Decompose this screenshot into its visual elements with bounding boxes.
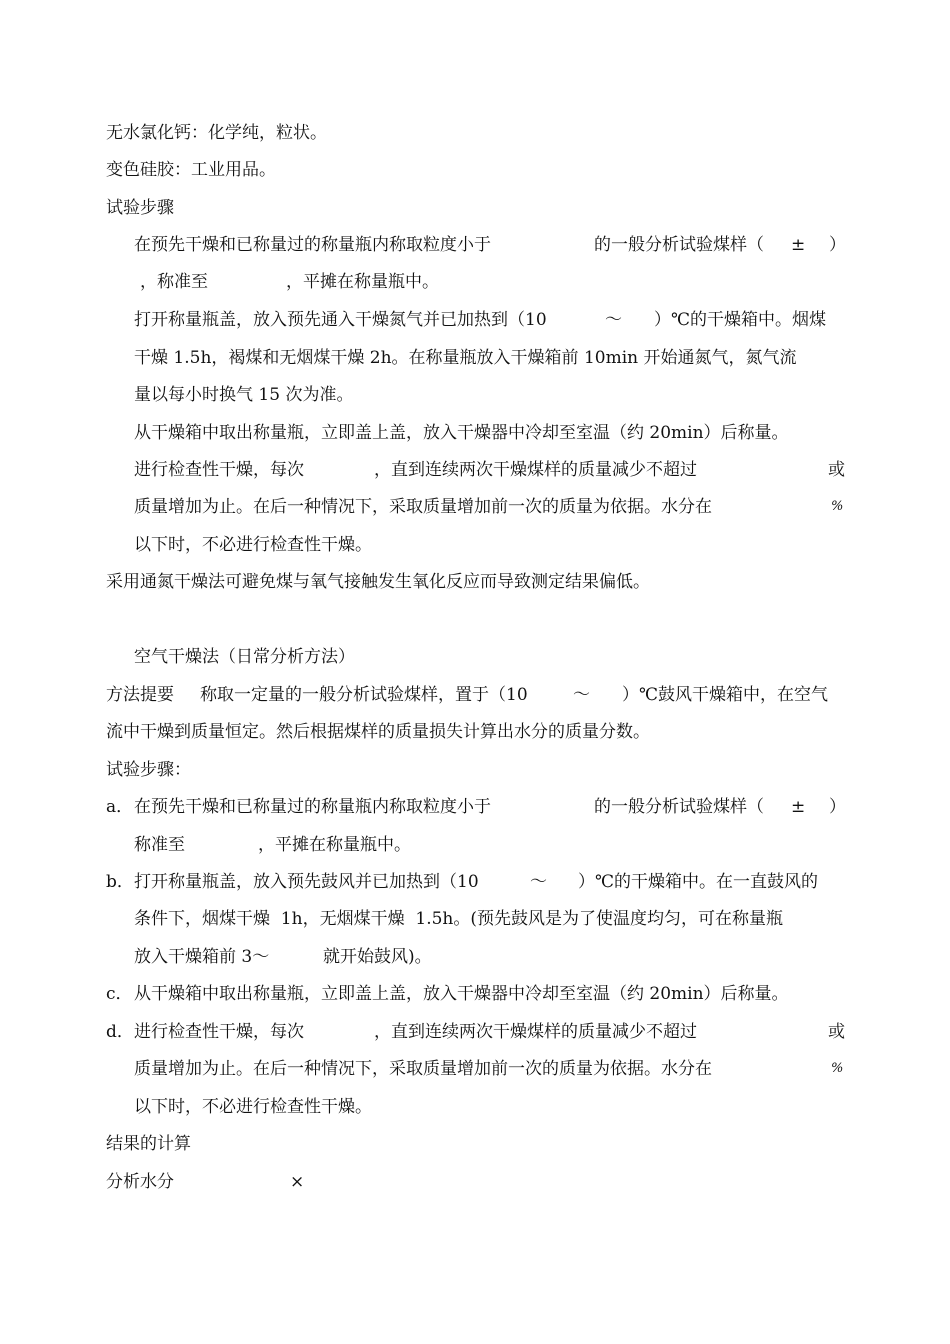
item-d-marker: d．: [106, 1022, 134, 1042]
step1-weigh-text: ，称准至: [140, 272, 208, 292]
step2-tilde: ～: [605, 310, 622, 330]
item-c-text: 从干燥箱中取出称量瓶，立即盖上盖，放入干燥器中冷却至室温（约 20min）后称量。: [134, 984, 789, 1004]
step4-text-a: 进行检查性干燥，每次: [134, 460, 304, 480]
step4-percent: %: [831, 499, 844, 514]
method-summary-text-a: 称取一定量的一般分析试验煤样，置于（10: [200, 685, 528, 705]
method-summary-line2: 流中干燥到质量恒定。然后根据煤样的质量损失计算出水分的质量分数。: [106, 722, 650, 742]
step4-line2: 质量增加为止。在后一种情况下，采取质量增加前一次的质量为依据。水分在: [134, 497, 712, 517]
item-a-text-b: 的一般分析试验煤样（: [594, 797, 764, 817]
item-b-tilde: ～: [530, 872, 547, 892]
nitrogen-note: 采用通氮干燥法可避免煤与氧气接触发生氧化反应而导致测定结果偏低。: [106, 572, 650, 592]
step4-text-b: ，直到连续两次干燥煤样的质量减少不超过: [374, 460, 697, 480]
step1-spread-text: ，平摊在称量瓶中。: [286, 272, 439, 292]
item-b-text-a: 打开称量瓶盖，放入预先鼓风并已加热到（10: [134, 872, 479, 892]
item-b-line3-a: 放入干燥箱前 3～: [134, 947, 270, 967]
step2-line2: 干燥 1.5h，褐煤和无烟煤干燥 2h。在称量瓶放入干燥箱前 10min 开始通氮气，氮气流: [134, 348, 797, 368]
step1-text-b: 的一般分析试验煤样（: [594, 235, 764, 255]
formula-label: 分析水分: [106, 1172, 174, 1192]
item-a-plusminus: ±: [791, 797, 806, 817]
item-d-text-b: ，直到连续两次干燥煤样的质量减少不超过: [374, 1022, 697, 1042]
method-summary-tilde: ～: [573, 685, 590, 705]
item-b-line3-b: 就开始鼓风)。: [323, 947, 432, 967]
step3-text: 从干燥箱中取出称量瓶，立即盖上盖，放入干燥器中冷却至室温（约 20min）后称量。: [134, 423, 789, 443]
step4-text-c: 或: [828, 460, 845, 480]
item-d-text-c: 或: [828, 1022, 845, 1042]
reagent-silica-gel: 变色硅胶：工业用品。: [106, 160, 276, 180]
step2-text-a: 打开称量瓶盖，放入预先通入干燥氮气并已加热到（10: [134, 310, 547, 330]
item-a-paren: ）: [829, 797, 846, 817]
step1-paren: ）: [829, 235, 846, 255]
heading-test-steps-2: 试验步骤：: [106, 760, 191, 780]
item-d-line2: 质量增加为止。在后一种情况下，采取质量增加前一次的质量为依据。水分在: [134, 1059, 712, 1079]
step2-text-c: ）℃的干燥箱中。烟煤: [654, 310, 827, 330]
heading-test-steps: 试验步骤: [106, 198, 174, 218]
item-a-spread-text: ，平摊在称量瓶中。: [258, 835, 411, 855]
item-d-line3: 以下时，不必进行检查性干燥。: [134, 1097, 372, 1117]
formula-times: ×: [290, 1172, 305, 1192]
item-a-marker: a．: [106, 797, 134, 817]
step1-text-a: 在预先干燥和已称量过的称量瓶内称取粒度小于: [134, 235, 491, 255]
item-d-percent: %: [831, 1061, 844, 1076]
method-summary-label: 方法提要: [106, 685, 174, 705]
item-b-marker: b．: [106, 872, 134, 892]
heading-result-calculation: 结果的计算: [106, 1134, 191, 1154]
section-air-drying-title: 空气干燥法（日常分析方法）: [134, 647, 355, 667]
item-b-line2: 条件下，烟煤干燥 1h，无烟煤干燥 1.5h。(预先鼓风是为了使温度均匀，可在称量瓶: [134, 909, 783, 929]
item-d-text-a: 进行检查性干燥，每次: [134, 1022, 304, 1042]
step2-line3: 量以每小时换气 15 次为准。: [134, 385, 354, 405]
item-a-text-a: 在预先干燥和已称量过的称量瓶内称取粒度小于: [134, 797, 491, 817]
item-c-marker: c．: [106, 984, 133, 1004]
step4-line3: 以下时，不必进行检查性干燥。: [134, 535, 372, 555]
method-summary-text-b: ）℃鼓风干燥箱中，在空气: [622, 685, 829, 705]
reagent-calcium-chloride: 无水氯化钙：化学纯，粒状。: [106, 123, 327, 143]
step1-plusminus: ±: [791, 235, 806, 255]
item-a-weigh-text: 称准至: [134, 835, 185, 855]
item-b-text-c: ）℃的干燥箱中。在一直鼓风的: [578, 872, 819, 892]
